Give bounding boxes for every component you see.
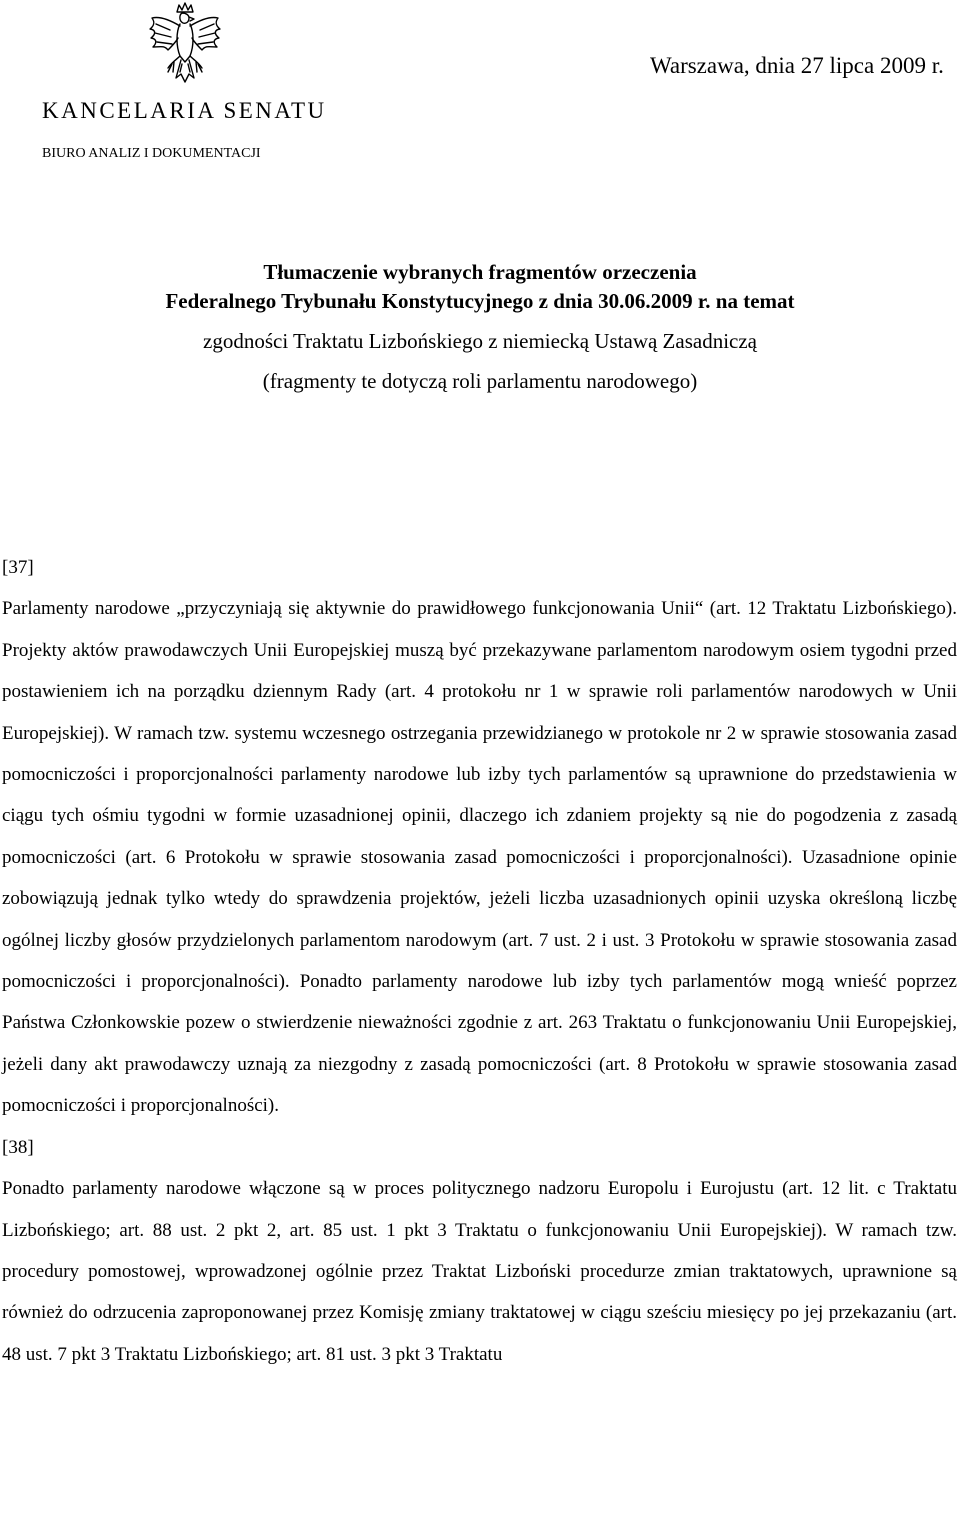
office-name: KANCELARIA SENATU	[42, 98, 327, 123]
document-body	[2, 547, 957, 1375]
paragraph-37-text: Parlamenty narodowe „przyczyniają się aktywnie do prawidłowego funkcjonowania Unii“ (art. 12 Traktatu Lizbońskiego). Projekty aktów prawodawczych Unii Europejskiej muszą być przekazywane parlamentom narodowym osiem tygodni przed postawieniem ich na porządku dziennym Rady (art. 4 protokołu nr 1 w sprawie roli parlamentów narodowych w Unii Europejskiej). W ramach tzw. systemu wczesnego ostrzegania przewidzianego w protokole nr 2 w sprawie stosowania zasad pomocniczości i proporcjonalności parlamenty narodowe lub izby tych parlamentów są uprawnione do przedstawienia w ciągu tych ośmiu tygodni w formie uzasadnionej opinii, dlaczego ich zdaniem projekty są nie do pogodzenia z zasadą pomocniczości (art. 6 Protokołu w sprawie stosowania zasad pomocniczości i proporcjonalności). Uzasadnione opinie zobowiązują jednak tylko wtedy do sprawdzenia projektów, jeżeli liczba uzasadnionych opinii uzyska określoną liczbę ogólnej liczby głosów przydzielonych parlamentom narodowym (art. 7 ust. 2 i ust. 3 Protokołu w sprawie stosowania zasad pomocniczości i proporcjonalności). Ponadto parlamenty narodowe lub izby tych parlamentów mogą wnieść poprzez Państwa Członkowskie pozew o stwierdzenie nieważności zgodnie z art. 263 Traktatu o funkcjonowaniu Unii Europejskiej, jeżeli dany akt prawodawczy uznają za niezgodny z zasadą pomocniczości (art. 8 Protokołu w sprawie stosowania zasad pomocniczości i proporcjonalności).	[2, 598, 957, 1117]
title-line-2	[0, 287, 960, 316]
title-line-4: (fragmenty te dotyczą roli parlamentu narodowego)	[262, 369, 698, 393]
title-line-1: Tłumaczenie wybranych fragmentów orzeczenia	[263, 260, 697, 284]
title-line-3: zgodności Traktatu Lizbońskiego z niemiecką Ustawą Zasadniczą	[203, 329, 757, 353]
document-title	[0, 258, 960, 396]
white-eagle-emblem-icon	[146, 2, 224, 84]
paragraph-number-37: [37]	[2, 557, 34, 578]
title-line-2-bold: Federalnego Trybunału Konstytucyjnego z dnia 30.06.2009 r.	[165, 289, 711, 313]
bureau-name: BIURO ANALIZ I DOKUMENTACJI	[42, 146, 261, 161]
title-line-2-rest: na temat	[710, 289, 795, 313]
paragraph-number-38: [38]	[2, 1136, 34, 1158]
paragraph-38-text: Ponadto parlamenty narodowe włączone są w proces politycznego nadzoru Europolu i Eurojustu (art. 12 lit. c Traktatu Lizbońskiego; art. 88 ust. 2 pkt 2, art. 85 ust. 1 pkt 3 Traktatu o funkcjonowaniu Unii Europejskiej). W ramach tzw. procedury pomostowej, wprowadzonej ogólnie przez Traktat Lizboński procedurze zmian traktatowych, uprawnione są również do odrzucenia zaproponowanej przez Komisję zmiany traktatowej w ciągu sześciu miesięcy po jej przekazaniu (art. 48 ust. 7 pkt 3 Traktatu Lizbońskiego; art. 81 ust. 3 pkt 3 Traktatu	[2, 1178, 957, 1365]
document-date: Warszawa, dnia 27 lipca 2009 r.	[650, 53, 944, 78]
